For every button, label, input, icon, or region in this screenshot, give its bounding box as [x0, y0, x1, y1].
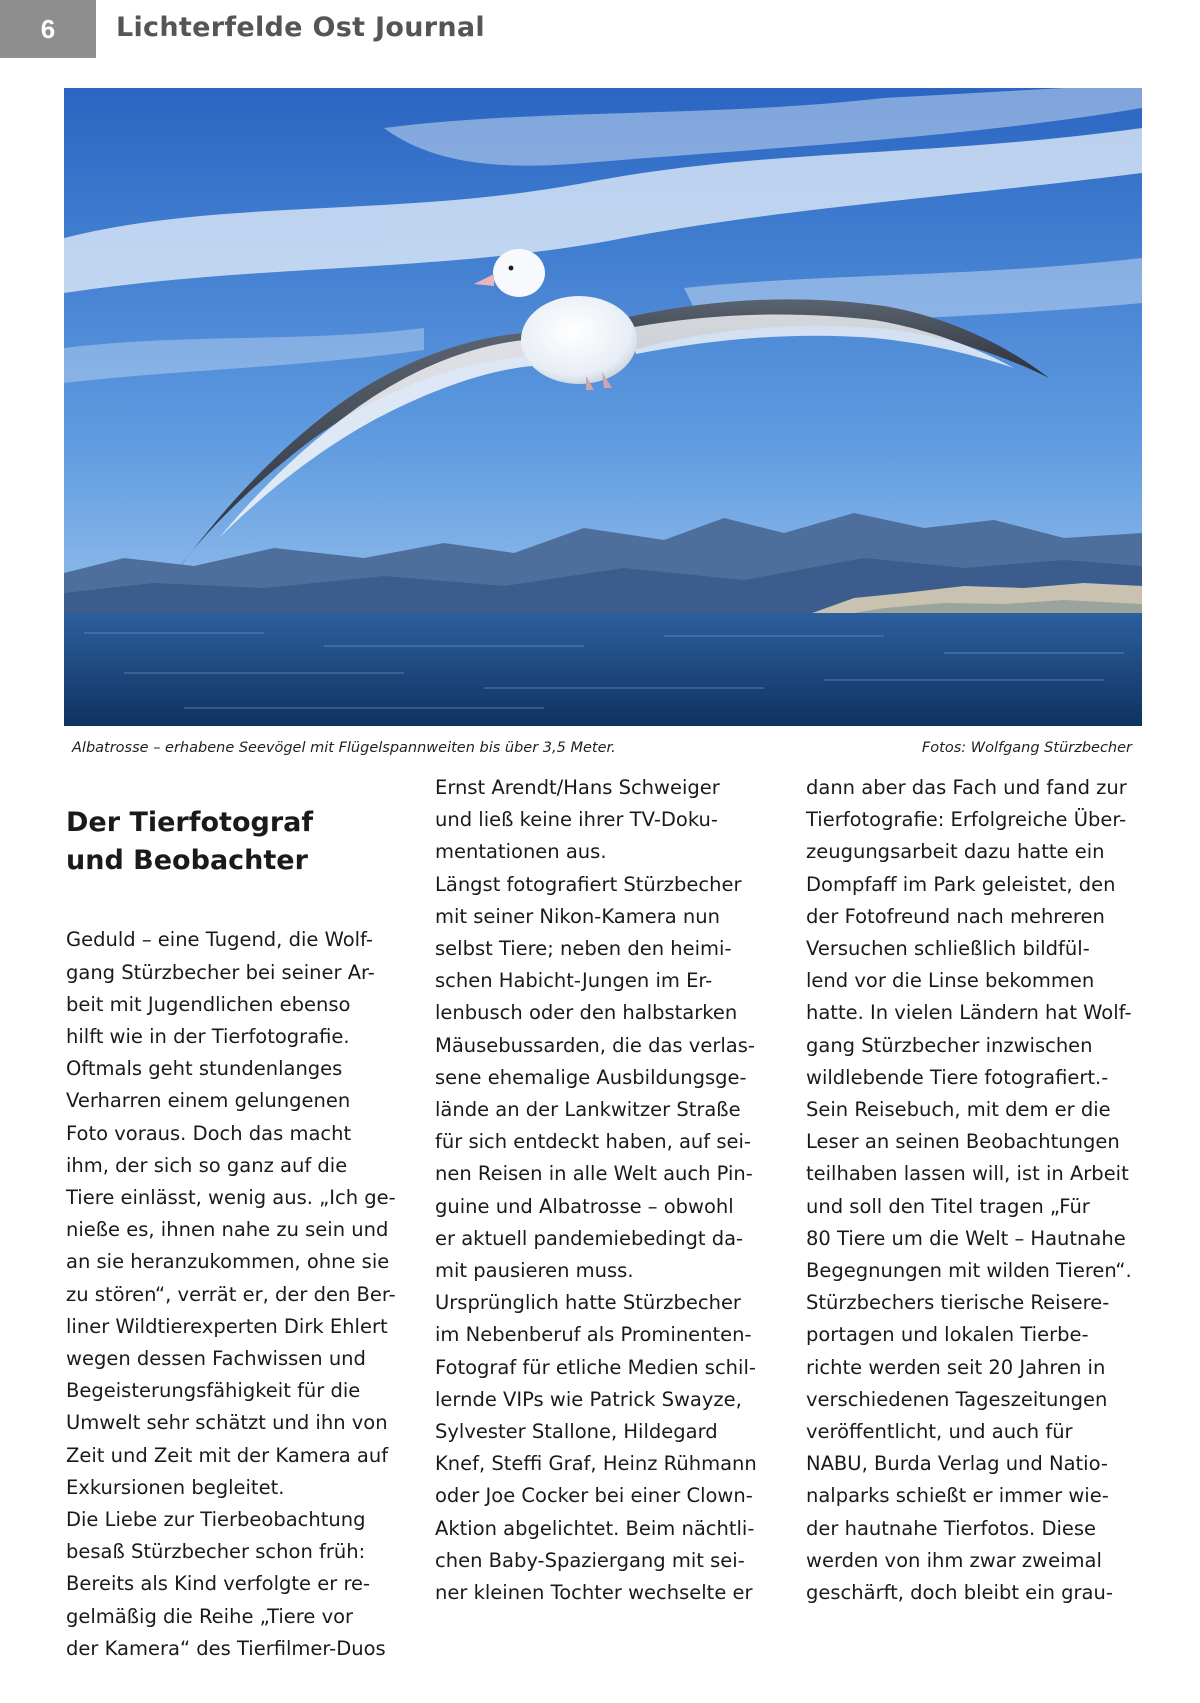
- article-column-1-text: Geduld – eine Tugend, die Wolf- gang Stürzbecher bei seiner Ar- beit mit Jugendlichen ebenso hilft wie in der Tierfotografie. Oftmals geht stundenlanges Verharren einem gelungenen Foto voraus. Doch das macht ihm, der sich so ganz auf die Tiere einlässt, wenig aus. „Ich ge- nieße es, ihnen nahe zu sein und an sie heranzukommen, ohne sie zu stören“, verrät er, der den Ber- liner Wildtierexperten Dirk Ehlert wegen dessen Fachwissen und Begeisterungsfähigkeit für die Umwelt sehr schätzt und ihn von Zeit und Zeit mit der Kamera auf Exkursionen begleitet. Die Liebe zur Tierbeobachtung besaß Stürzbecher schon früh: Bereits als Kind verfolgte er re- gelmäßig die Reihe „Tiere vor der Kamera“ des Tierfilmer-Duos: [66, 928, 396, 1660]
- albatross-photo: [64, 88, 1142, 726]
- article-headline: Der Tierfotograf und Beobachter: [66, 807, 314, 877]
- article-column-2: Ernst Arendt/Hans Schweiger und ließ keine ihrer TV-Doku- mentationen aus. Längst fotografiert Stürzbecher mit seiner Nikon-Kamera nun selbst Tiere; neben den heimi- schen Habicht-Jungen im Er- lenbusch oder den halbstarken Mäusebussarden, die das verlas- sene ehemalige Ausbildungsge- lände an der Lankwitzer Straße für sich entdeckt haben, auf sei- nen Reisen in alle Welt auch Pin- guine und Albatrosse – obwohl er aktuell pandemiebedingt da- mit pausieren muss. Ursprünglich hatte Stürzbecher im Nebenberuf als Prominenten- Fotograf für etliche Medien schil- lernde VIPs wie Patrick Swayze, Sylvester Stallone, Hildegard Knef, Steffi Graf, Heinz Rühmann oder Joe Cocker bei einer Clown- Aktion abgelichtet. Beim nächtli- chen Baby-Spaziergang mit sei- ner kleinen Tochter wechselte er: [435, 776, 757, 1605]
- article-column-3: dann aber das Fach und fand zur Tierfotografie: Erfolgreiche Über- zeugungsarbeit dazu hatte ein Dompfaff im Park geleistet, den der Fotofreund nach mehreren Versuchen schließlich bildfül- lend vor die Linse bekommen hatte. In vielen Ländern hat Wolf- gang Stürzbecher inzwischen wildlebende Tiere fotografiert.- Sein Reisebuch, mit dem er die Leser an seinen Beobachtungen teilhaben lassen will, ist in Arbeit und soll den Titel tragen „Für 80 Tiere um die Welt – Hautnahe Begegnungen mit wilden Tieren“. Stürzbechers tierische Reisere- portagen und lokalen Tierbe- richte werden seit 20 Jahren in verschiedenen Tageszeitungen veröffentlicht, und auch für NABU, Burda Verlag und Natio- nalparks schießt er immer wie- der hautnahe Tierfotos. Diese werden von ihm zwar zweimal geschärft, doch bleibt ein grau-: [806, 776, 1132, 1605]
- albatross-photo-illustration: [64, 88, 1142, 726]
- photo-caption: Albatrosse – erhabene Seevögel mit Flügelspannweiten bis über 3,5 Meter.: [72, 740, 616, 756]
- article-column-1: [66, 772, 416, 1697]
- photo-credit: Fotos: Wolfgang Stürzbecher: [921, 740, 1132, 756]
- page-number: 6: [0, 0, 96, 58]
- journal-title: Lichterfelde Ost Journal: [116, 12, 485, 43]
